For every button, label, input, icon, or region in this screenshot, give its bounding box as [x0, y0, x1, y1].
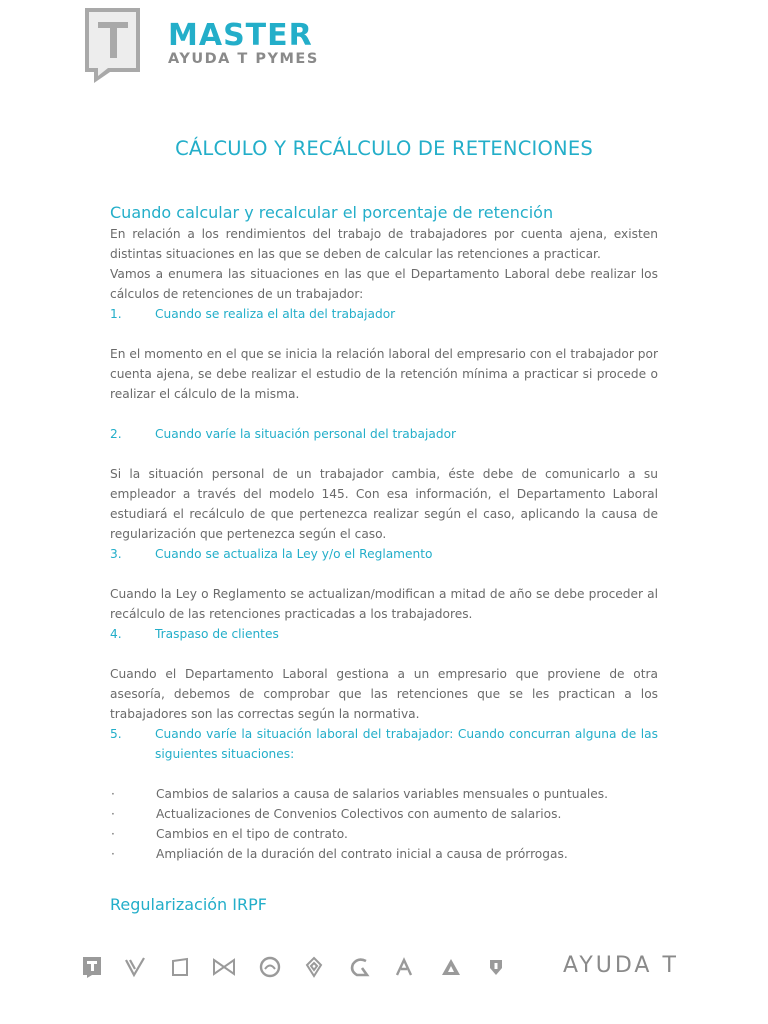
diamond-icon	[304, 955, 324, 979]
paragraph: Si la situación personal de un trabajador cambia, éste debe de comunicarlo a su empleador a través del modelo 145. Con esa información, el Departamento Laboral estudiará el recálculo de que pertenezca realizar según el caso, aplicando la causa de regularización que pertenezca según el caso.	[110, 467, 658, 541]
bowtie-icon	[212, 955, 236, 979]
list-label: Cuando se actualiza la Ley y/o el Reglamento	[155, 547, 433, 561]
face-circle-icon	[258, 955, 282, 979]
list-number: 4.	[110, 627, 122, 641]
paragraph: Cuando el Departamento Laboral gestiona a un empresario que proviene de otra asesoría, debemos de comprobar que las retenciones que se les practican a los trabajadores son las correctas según la normativa.	[110, 667, 658, 721]
list-item-heading	[110, 544, 658, 564]
list-item-heading	[110, 624, 658, 644]
logo-title: MASTER	[168, 18, 313, 53]
list-item-heading	[110, 724, 658, 764]
bullet-dot: ·	[111, 807, 115, 821]
list-number: 3.	[110, 547, 122, 561]
list-number: 5.	[110, 727, 122, 741]
paragraph: Cuando la Ley o Reglamento se actualizan/modifican a mitad de año se debe proceder al recálculo de las retenciones practicadas a los trabajadores.	[110, 587, 658, 621]
bullet-text: Cambios en el tipo de contrato.	[156, 827, 348, 841]
list-label: Cuando se realiza el alta del trabajador	[155, 307, 396, 321]
bullet-dot: ·	[111, 847, 115, 861]
list-item-heading	[110, 424, 658, 444]
a-icon	[394, 955, 414, 979]
bullet-item	[110, 784, 658, 804]
section-heading: Cuando calcular y recalcular el porcentaje de retención	[110, 203, 554, 222]
bullet-text: Ampliación de la duración del contrato inicial a causa de prórrogas.	[156, 847, 568, 861]
paragraph: En el momento en el que se inicia la relación laboral del empresario con el trabajador por cuenta ajena, se debe realizar el estudio de la retención mínima a practicar si procede o realizar el cálculo de la misma.	[110, 347, 658, 401]
bullet-text: Actualizaciones de Convenios Colectivos con aumento de salarios.	[156, 807, 562, 821]
bullet-item	[110, 824, 658, 844]
square-icon	[170, 955, 190, 979]
t-logo-icon	[82, 955, 102, 979]
paragraph-intro: En relación a los rendimientos del trabajo de trabajadores por cuenta ajena, existen distintas situaciones en las que se deben de calcular las retenciones a practicar.	[110, 227, 658, 261]
shield-icon	[486, 955, 506, 979]
page-title: CÁLCULO Y RECÁLCULO DE RETENCIONES	[175, 137, 593, 160]
bullet-item	[110, 844, 658, 864]
footer-brand: AYUDA T	[563, 953, 679, 978]
bullet-dot: ·	[111, 827, 115, 841]
check-icon	[124, 955, 146, 979]
paragraph-intro: Vamos a enumera las situaciones en las que el Departamento Laboral debe realizar los cálculos de retenciones de un trabajador:	[110, 267, 658, 301]
bullet-text: Cambios de salarios a causa de salarios variables mensuales o puntuales.	[156, 787, 609, 801]
section-heading: Regularización IRPF	[110, 895, 267, 914]
bullet-item	[110, 804, 658, 824]
document-body	[110, 202, 658, 916]
triangle-icon	[440, 955, 462, 979]
bullet-dot: ·	[111, 787, 115, 801]
list-item-heading	[110, 304, 658, 324]
list-label: Cuando varíe la situación laboral del trabajador: Cuando concurran alguna de las siguientes situaciones:	[155, 727, 658, 761]
list-number: 1.	[110, 307, 122, 321]
list-number: 2.	[110, 427, 122, 441]
logo-t-icon	[82, 6, 142, 84]
g-shape-icon	[348, 955, 370, 979]
logo-subtitle: AYUDA T PYMES	[168, 51, 319, 67]
list-label: Traspaso de clientes	[155, 627, 279, 641]
list-label: Cuando varíe la situación personal del trabajador	[155, 427, 457, 441]
